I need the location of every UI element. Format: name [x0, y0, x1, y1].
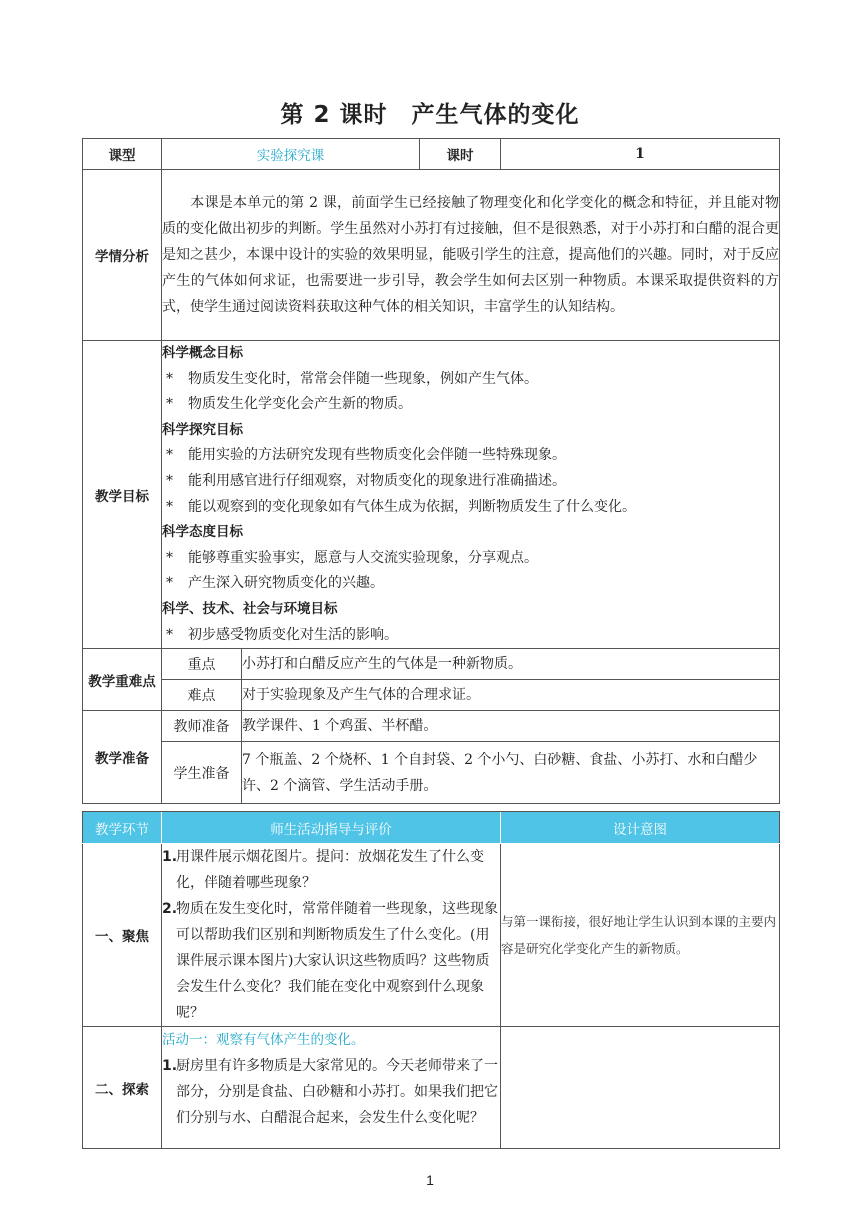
hours-value: 1	[501, 139, 780, 170]
stage-name: 一、聚焦	[83, 844, 162, 1027]
activity-header: 师生活动指导与评价	[162, 812, 501, 844]
focus-text: 小苏打和白醋反应产生的气体是一种新物质。	[242, 649, 780, 680]
star-icon: *	[166, 472, 173, 489]
star-icon: *	[166, 626, 173, 643]
type-value: 实验探究课	[162, 139, 420, 170]
info-row	[83, 139, 780, 170]
difficulty-text: 对于实验现象及产生气体的合理求证。	[242, 680, 780, 711]
stage-name: 二、探索	[83, 1027, 162, 1149]
goal-item: * 能用实验的方法研究发现有些物质变化会伴随一些特殊现象。	[162, 443, 779, 469]
stage-activity	[162, 1027, 501, 1149]
star-icon: *	[166, 549, 173, 566]
intent-header: 设计意图	[501, 812, 780, 844]
difficulty-row	[83, 680, 780, 711]
goal-item: * 能利用感官进行仔细观察，对物质变化的现象进行准确描述。	[162, 469, 779, 495]
analysis-label: 学情分析	[83, 170, 162, 341]
analysis-text: 本课是本单元的第 2 课，前面学生已经接触了物理变化和化学变化的概念和特征，并且能对物质的变化做出初步的判断。学生虽然对小苏打有过接触，但不是很熟悉，对于小苏打和白醋的混合更是知之甚少，本课中设计的实验的效果明显，能吸引学生的注意，提高他们的兴趣。同时，对于反应产生的气体如何求证，也需要进一步引导，教会学生如何去区别一种物质。本课采取提供资料的方式，使学生通过阅读资料获取这种气体的相关知识，丰富学生的认知结构。	[162, 195, 779, 315]
goal-heading: 科学探究目标	[162, 421, 243, 438]
process-header-row	[83, 812, 780, 844]
stage-header: 教学环节	[83, 812, 162, 844]
goal-item: * 能够尊重实验事实，愿意与人交流实验现象，分享观点。	[162, 546, 779, 572]
stage-activity	[162, 844, 501, 1027]
goal-item: * 物质发生化学变化会产生新的物质。	[162, 392, 779, 418]
goal-item: * 产生深入研究物质变化的兴趣。	[162, 571, 779, 597]
activity-item: 1. 用课件展示烟花图片。提问：放烟花发生了什么变化，伴随着哪些现象？	[162, 849, 484, 892]
star-icon: *	[166, 498, 173, 515]
stage-row	[83, 844, 780, 1027]
teacher-prep-label: 教师准备	[162, 711, 242, 742]
spacer-row	[83, 804, 780, 812]
stage-row	[83, 1027, 780, 1149]
star-icon: *	[166, 447, 173, 464]
analysis-cell	[162, 170, 780, 341]
page-title: 第 2 课时 产生气体的变化	[280, 102, 580, 128]
goals-label: 教学目标	[83, 341, 162, 649]
goal-heading: 科学、技术、社会与环境目标	[162, 600, 338, 617]
difficulty-label: 难点	[162, 680, 242, 711]
star-icon: *	[166, 370, 173, 387]
goal-item: * 初步感受物质变化对生活的影响。	[162, 623, 779, 649]
student-prep-row	[83, 742, 780, 804]
prep-label: 教学准备	[83, 711, 162, 804]
goal-heading: 科学态度目标	[162, 524, 243, 541]
star-icon: *	[166, 575, 173, 592]
goals-cell	[162, 341, 780, 649]
focus-label: 重点	[162, 649, 242, 680]
page-number: 1	[426, 1172, 434, 1188]
keypoints-label: 教学重难点	[83, 649, 162, 711]
goal-item: * 物质发生变化时，常常会伴随一些现象，例如产生气体。	[162, 367, 779, 393]
lesson-plan-table	[82, 138, 780, 1149]
hours-label: 课时	[420, 139, 501, 170]
analysis-row	[83, 170, 780, 341]
goal-item: * 能以观察到的变化现象如有气体生成为依据，判断物质发生了什么变化。	[162, 495, 779, 521]
student-prep-label: 学生准备	[162, 742, 242, 804]
focus-row	[83, 649, 780, 680]
goal-heading: 科学概念目标	[162, 345, 243, 361]
activity-title: 活动一：观察有气体产生的变化。	[162, 1032, 365, 1049]
activity-item: 1. 厨房里有许多物质是大家常见的。今天老师带来了一部分，分别是食盐、白砂糖和小苏打。如果我们把它们分别与水、白醋混合起来，会发生什么变化呢？	[162, 1058, 498, 1127]
activity-item: 2. 物质在发生变化时，常常伴随着一些现象，这些现象可以帮助我们区别和判断物质发生了什么变化。(用课件展示课本图片)大家认识这些物质吗？这些物质会发生什么变化？我们能在变化中观察到什么现象呢？	[162, 901, 498, 1022]
teacher-prep-row	[83, 711, 780, 742]
student-prep-text: 7 个瓶盖、2 个烧杯、1 个自封袋、2 个小勺、白砂糖、食盐、小苏打、水和白醋少许、2 个滴管、学生活动手册。	[242, 742, 780, 804]
star-icon: *	[166, 396, 173, 413]
stage-intent	[501, 1027, 780, 1149]
type-label: 课型	[83, 139, 162, 170]
goals-row	[83, 341, 780, 649]
stage-intent: 与第一课衔接，很好地让学生认识到本课的主要内容是研究化学变化产生的新物质。	[501, 844, 780, 1027]
teacher-prep-text: 教学课件、1 个鸡蛋、半杯醋。	[242, 711, 780, 742]
